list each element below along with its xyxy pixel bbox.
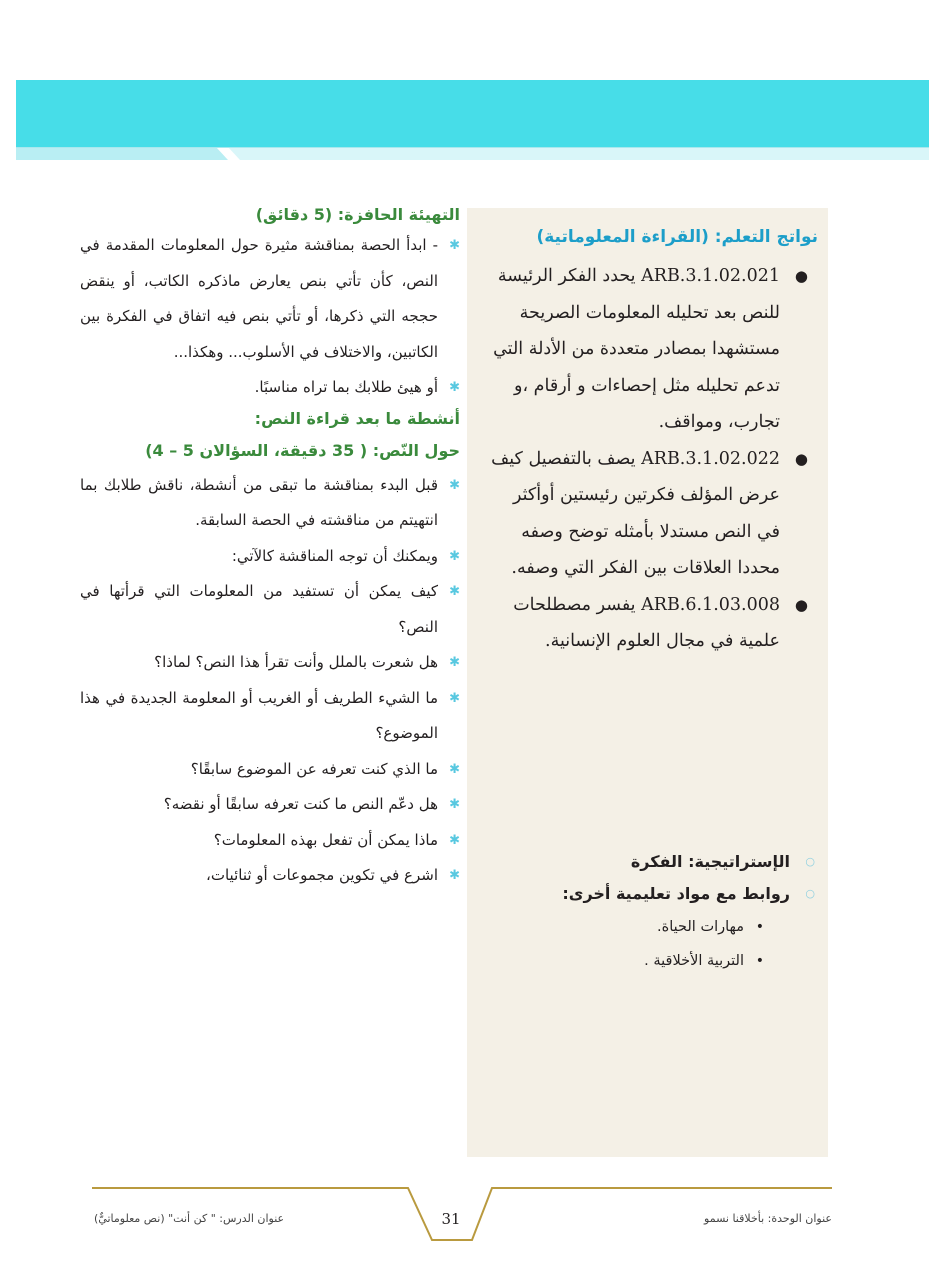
unit-title: عنوان الوحدة: بأخلاقنا نسمو bbox=[704, 1212, 832, 1225]
list-item-text: قبل البدء بمناقشة ما تبقى من أنشطة، ناقش طلابك بما انتهيتم من مناقشته في الحصة السابقة. bbox=[80, 475, 438, 529]
strategy-text: الإستراتيجية: الفكرة bbox=[630, 852, 790, 871]
star-bullet-icon: ✱ bbox=[449, 797, 460, 812]
around-text-title: حول النّص: ( 35 دقيقة، السؤالان 5 – 4) bbox=[145, 440, 460, 460]
list-item-text: هل دعّم النص ما كنت تعرفه سابقًا أو نقضه؟ bbox=[163, 795, 438, 813]
warmup-list bbox=[80, 228, 460, 406]
list-item bbox=[80, 539, 460, 575]
outcome-code: ARB.3.1.02.021 bbox=[641, 266, 780, 286]
links-title: روابط مع مواد تعليمية أخرى: bbox=[562, 884, 790, 903]
list-item bbox=[80, 574, 460, 645]
around-text-list bbox=[80, 468, 460, 894]
learning-outcomes-panel bbox=[467, 208, 828, 1157]
link-text: التربية الأخلاقية . bbox=[644, 953, 744, 969]
outcome-text: يحدد الفكر الرئيسة للنص بعد تحليله المعلومات الصريحة مستشهدا بمصادر متعددة من الأدلة التي تدعم تحليله مثل إحصاءات و أرقام ،و تجارب، ومواقف. bbox=[493, 266, 780, 432]
list-item bbox=[80, 752, 460, 788]
outcome-item bbox=[485, 441, 818, 587]
strategy-item bbox=[488, 846, 818, 878]
list-item bbox=[80, 228, 460, 370]
ring-bullet-icon: ○ bbox=[805, 887, 816, 900]
links-item bbox=[488, 878, 818, 978]
outcomes-title: نواتج التعلم: (القراءة المعلوماتية) bbox=[536, 227, 818, 247]
outcome-text: يصف بالتفصيل كيف عرض المؤلف فكرتين رئيستين أوأكثر في النص مستدلا بأمثله توضح وصفه محددا العلاقات بين الفكر التي وصفه. bbox=[491, 448, 780, 578]
page-footer bbox=[0, 1182, 945, 1252]
star-bullet-icon: ✱ bbox=[449, 868, 460, 883]
link-item bbox=[488, 944, 790, 978]
warmup-title: التهيئة الحافزة: (5 دقائق) bbox=[255, 205, 460, 224]
list-item bbox=[80, 787, 460, 823]
links-list bbox=[488, 910, 790, 978]
list-item bbox=[80, 823, 460, 859]
list-item-text: ما الذي كنت تعرفه عن الموضوع سابقًا؟ bbox=[190, 759, 438, 778]
outcome-code: ARB.3.1.02.022 bbox=[641, 448, 780, 469]
post-reading-title: أنشطة ما بعد قراءة النص: bbox=[254, 408, 460, 428]
star-bullet-icon: ✱ bbox=[449, 380, 460, 395]
star-bullet-icon: ✱ bbox=[449, 761, 460, 777]
list-item bbox=[80, 858, 460, 894]
bullet-icon: • bbox=[755, 953, 764, 969]
star-bullet-icon: ✱ bbox=[449, 477, 460, 493]
header-band bbox=[16, 80, 929, 160]
strategy-list bbox=[488, 846, 818, 978]
list-item-text: ماذا يمكن أن تفعل بهذه المعلومات؟ bbox=[213, 830, 438, 849]
list-item-text: اشرع في تكوين مجموعات أو ثنائيات، bbox=[206, 866, 438, 884]
star-bullet-icon: ✱ bbox=[449, 655, 460, 670]
bullet-icon: ● bbox=[794, 595, 808, 614]
bullet-icon: ● bbox=[794, 267, 808, 285]
outcome-item bbox=[485, 587, 818, 660]
lesson-title: عنوان الدرس: " كن أنت" (نص معلوماتيٌّ) bbox=[94, 1212, 285, 1225]
outcome-text: يفسر مصطلحات علمية في مجال العلوم الإنسانية. bbox=[513, 594, 780, 651]
bullet-icon: • bbox=[755, 919, 764, 935]
star-bullet-icon: ✱ bbox=[449, 690, 460, 706]
page-number: 31 bbox=[441, 1210, 461, 1228]
list-item-text: كيف يمكن أن تستفيد من المعلومات التي قرأتها في النص؟ bbox=[80, 582, 438, 636]
list-item bbox=[80, 370, 460, 406]
outcome-code: ARB.6.1.03.008 bbox=[641, 594, 780, 615]
link-item bbox=[488, 910, 790, 944]
list-item bbox=[80, 645, 460, 681]
list-item-text: هل شعرت بالملل وأنت تقرأ هذا النص؟ لماذا؟ bbox=[154, 653, 438, 671]
star-bullet-icon: ✱ bbox=[449, 548, 460, 564]
ring-bullet-icon: ○ bbox=[805, 855, 816, 868]
list-item-text: أو هيئ طلابك بما تراه مناسبًا. bbox=[254, 378, 438, 396]
list-item bbox=[80, 468, 460, 539]
link-text: مهارات الحياة. bbox=[657, 919, 744, 935]
outcome-item bbox=[485, 258, 818, 441]
star-bullet-icon: ✱ bbox=[449, 832, 460, 848]
star-bullet-icon: ✱ bbox=[449, 238, 460, 253]
star-bullet-icon: ✱ bbox=[449, 584, 460, 599]
list-item-text: ويمكنك أن توجه المناقشة كالآتي: bbox=[231, 546, 438, 565]
activities-column bbox=[80, 202, 464, 1132]
outcomes-list bbox=[485, 258, 818, 660]
list-item-text: ما الشيء الطريف أو الغريب أو المعلومة الجديدة في هذا الموضوع؟ bbox=[80, 688, 438, 742]
list-item-text: - ابدأ الحصة بمناقشة مثيرة حول المعلومات المقدمة في النص، كأن تأتي بنص يعارض ماذكره الكاتب، أو ينقض حججه التي ذكرها، أو تأتي بنص فيه اتفاق في الفكرة بين الكاتبين، والاختلاف في الأسلوب... وهكذا... bbox=[80, 236, 438, 361]
list-item bbox=[80, 681, 460, 752]
bullet-icon: ● bbox=[794, 449, 808, 468]
